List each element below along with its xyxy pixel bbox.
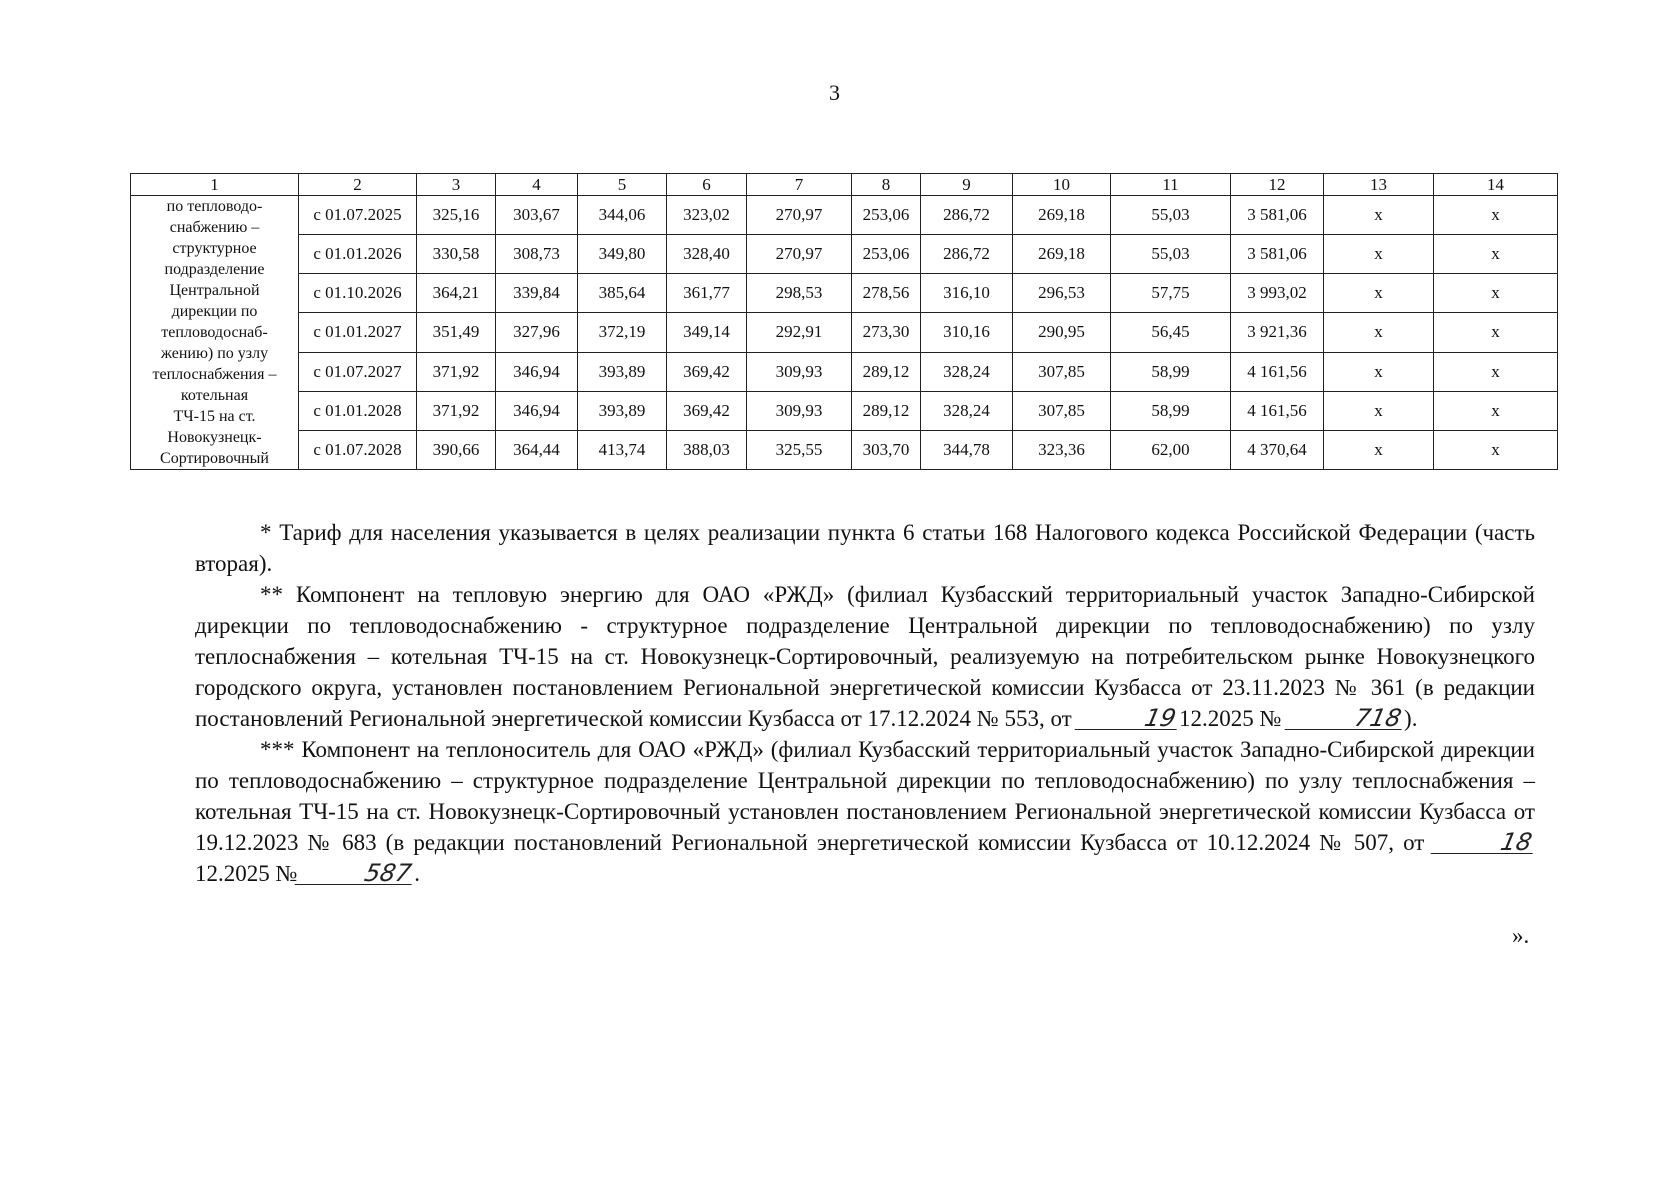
value-cell: 349,14 <box>667 313 747 352</box>
value-cell: x <box>1324 391 1434 430</box>
value-cell: 323,36 <box>1013 430 1111 469</box>
table-row <box>131 430 1558 469</box>
value-cell: 269,18 <box>1013 196 1111 235</box>
value-cell: x <box>1324 430 1434 469</box>
value-cell: 307,85 <box>1013 391 1111 430</box>
table-row <box>131 235 1558 274</box>
value-cell: 289,12 <box>852 391 921 430</box>
value-cell: x <box>1324 274 1434 313</box>
value-cell: 393,89 <box>578 352 667 391</box>
effective-date-cell: с 01.01.2026 <box>299 235 417 274</box>
value-cell: x <box>1324 196 1434 235</box>
value-cell: 269,18 <box>1013 235 1111 274</box>
table-row <box>131 391 1558 430</box>
value-cell: 316,10 <box>921 274 1013 313</box>
organization-name-line: тепловодоснаб- <box>161 324 268 341</box>
value-cell: 57,75 <box>1111 274 1231 313</box>
value-cell: 372,19 <box>578 313 667 352</box>
value-cell: 292,91 <box>747 313 852 352</box>
footnote-heat-energy-component <box>195 579 1535 734</box>
value-cell: 413,74 <box>578 430 667 469</box>
table-row <box>131 274 1558 313</box>
column-header: 14 <box>1434 174 1558 196</box>
organization-name-line: структурное <box>172 240 257 257</box>
table-header-row <box>131 174 1558 196</box>
column-header: 10 <box>1013 174 1111 196</box>
effective-date-cell: с 01.01.2027 <box>299 313 417 352</box>
effective-date-cell: с 01.07.2028 <box>299 430 417 469</box>
value-cell: 339,84 <box>496 274 578 313</box>
value-cell: 364,44 <box>496 430 578 469</box>
value-cell: 55,03 <box>1111 196 1231 235</box>
organization-name-line: снабжению – <box>169 219 260 236</box>
value-cell: 289,12 <box>852 352 921 391</box>
value-cell: x <box>1434 235 1558 274</box>
value-cell: 56,45 <box>1111 313 1231 352</box>
value-cell: 253,06 <box>852 196 921 235</box>
note3-text: *** Компонент на теплоноситель для ОАО «РЖД» (филиал Кузбасский территориальный участок Западно-Сибирской дирекции по тепловодоснабжению – структурное подразделение Центральной дирекции по тепловодоснабжению) по узлу теплоснабжения – котельная ТЧ-15 на ст. Новокузнецк-Сортировочный установлен постановлением Региональной энергетической комиссии Кузбасса от 19.12.2023 № 683 (в редакции постановлений Региональной энергетической комиссии Кузбасса от 10.12.2024 № 507, от <box>195 737 1535 855</box>
organization-name-line: подразделение <box>164 261 265 278</box>
table-row <box>131 196 1558 235</box>
value-cell: 344,78 <box>921 430 1013 469</box>
note3-mid: 12.2025 № <box>195 861 298 886</box>
value-cell: x <box>1434 391 1558 430</box>
column-header: 3 <box>417 174 496 196</box>
value-cell: 328,24 <box>921 391 1013 430</box>
organization-name-line: теплоснабжения – <box>152 366 277 383</box>
value-cell: 308,73 <box>496 235 578 274</box>
effective-date-cell: с 01.01.2028 <box>299 391 417 430</box>
value-cell: 369,42 <box>667 391 747 430</box>
footnotes <box>195 517 1535 889</box>
value-cell: 253,06 <box>852 235 921 274</box>
handwritten-day: 19 <box>1075 707 1181 730</box>
value-cell: 349,80 <box>578 235 667 274</box>
note2-mid: 12.2025 № <box>1179 706 1282 731</box>
column-header: 8 <box>852 174 921 196</box>
value-cell: 393,89 <box>578 391 667 430</box>
value-cell: 58,99 <box>1111 352 1231 391</box>
value-cell: 270,97 <box>747 235 852 274</box>
column-header: 6 <box>667 174 747 196</box>
column-header: 4 <box>496 174 578 196</box>
organization-name-cell <box>131 196 299 470</box>
column-header: 2 <box>299 174 417 196</box>
value-cell: 286,72 <box>921 196 1013 235</box>
value-cell: 303,70 <box>852 430 921 469</box>
table-row <box>131 313 1558 352</box>
closing-quote-mark: ». <box>1512 923 1530 948</box>
value-cell: 325,16 <box>417 196 496 235</box>
value-cell: 273,30 <box>852 313 921 352</box>
table-row <box>131 352 1558 391</box>
value-cell: 371,92 <box>417 391 496 430</box>
value-cell: x <box>1434 313 1558 352</box>
value-cell: 3 581,06 <box>1231 196 1324 235</box>
value-cell: 286,72 <box>921 235 1013 274</box>
value-cell: 325,55 <box>747 430 852 469</box>
value-cell: 328,24 <box>921 352 1013 391</box>
value-cell: 307,85 <box>1013 352 1111 391</box>
organization-name-line: Сортировочный <box>160 450 269 467</box>
table-body <box>131 196 1558 470</box>
organization-name-line: дирекции по <box>171 303 258 320</box>
value-cell: x <box>1434 430 1558 469</box>
value-cell: 58,99 <box>1111 391 1231 430</box>
value-cell: 4 161,56 <box>1231 391 1324 430</box>
value-cell: 62,00 <box>1111 430 1231 469</box>
handwritten-day: 18 <box>1431 831 1537 854</box>
column-header: 11 <box>1111 174 1231 196</box>
value-cell: 344,06 <box>578 196 667 235</box>
value-cell: 330,58 <box>417 235 496 274</box>
effective-date-cell: с 01.10.2026 <box>299 274 417 313</box>
value-cell: 361,77 <box>667 274 747 313</box>
value-cell: 270,97 <box>747 196 852 235</box>
value-cell: 346,94 <box>496 391 578 430</box>
organization-name-line: по тепловодо- <box>166 198 263 215</box>
value-cell: 351,49 <box>417 313 496 352</box>
value-cell: 4 161,56 <box>1231 352 1324 391</box>
column-header: 13 <box>1324 174 1434 196</box>
value-cell: 4 370,64 <box>1231 430 1324 469</box>
footnote-heat-carrier-component <box>195 734 1535 889</box>
value-cell: x <box>1434 352 1558 391</box>
value-cell: 298,53 <box>747 274 852 313</box>
handwritten-number: 718 <box>1285 707 1407 730</box>
organization-name-line: Центральной <box>169 282 260 299</box>
organization-name-line: жению) по узлу <box>160 345 269 362</box>
value-cell: x <box>1434 196 1558 235</box>
column-header: 5 <box>578 174 667 196</box>
organization-name-line: ТЧ-15 на ст. <box>173 408 256 425</box>
value-cell: 309,93 <box>747 391 852 430</box>
value-cell: 309,93 <box>747 352 852 391</box>
column-header: 12 <box>1231 174 1324 196</box>
value-cell: 346,94 <box>496 352 578 391</box>
note2-text: ** Компонент на тепловую энергию для ОАО «РЖД» (филиал Кузбасский территориальный участок Западно-Сибирской дирекции по тепловодоснабжению - структурное подразделение Центральной дирекции по тепловодоснабжению) по узлу теплоснабжения – котельная ТЧ-15 на ст. Новокузнецк-Сортировочный, реализуемую на потребительском рынке Новокузнецкого городского округа, установлен постановлением Региональной энергетической комиссии Кузбасса от 23.11.2023 № 361 (в редакции постановлений Региональной энергетической комиссии Кузбасса от 17.12.2024 № 553, от <box>195 582 1535 731</box>
value-cell: 388,03 <box>667 430 747 469</box>
effective-date-cell: с 01.07.2027 <box>299 352 417 391</box>
value-cell: 3 581,06 <box>1231 235 1324 274</box>
footnote-population-tariff: * Тариф для населения указывается в целях реализации пункта 6 статьи 168 Налогового кодекса Российской Федерации (часть вторая). <box>195 520 1535 576</box>
page-number: 3 <box>829 80 840 105</box>
value-cell: 3 993,02 <box>1231 274 1324 313</box>
value-cell: x <box>1324 313 1434 352</box>
organization-name-line: Новокузнецк- <box>167 429 262 446</box>
value-cell: 327,96 <box>496 313 578 352</box>
value-cell: x <box>1324 352 1434 391</box>
column-header: 1 <box>131 174 299 196</box>
note2-end: ). <box>1404 706 1418 731</box>
value-cell: x <box>1324 235 1434 274</box>
effective-date-cell: с 01.07.2025 <box>299 196 417 235</box>
value-cell: 3 921,36 <box>1231 313 1324 352</box>
value-cell: x <box>1434 274 1558 313</box>
value-cell: 328,40 <box>667 235 747 274</box>
value-cell: 385,64 <box>578 274 667 313</box>
value-cell: 303,67 <box>496 196 578 235</box>
organization-name-line: котельная <box>180 387 249 404</box>
value-cell: 310,16 <box>921 313 1013 352</box>
column-header: 9 <box>921 174 1013 196</box>
note3-end: . <box>414 861 421 886</box>
tariff-table <box>130 173 1558 470</box>
value-cell: 364,21 <box>417 274 496 313</box>
value-cell: 390,66 <box>417 430 496 469</box>
handwritten-number: 587 <box>295 862 417 885</box>
value-cell: 278,56 <box>852 274 921 313</box>
column-header: 7 <box>747 174 852 196</box>
value-cell: 290,95 <box>1013 313 1111 352</box>
value-cell: 296,53 <box>1013 274 1111 313</box>
value-cell: 55,03 <box>1111 235 1231 274</box>
value-cell: 323,02 <box>667 196 747 235</box>
value-cell: 369,42 <box>667 352 747 391</box>
value-cell: 371,92 <box>417 352 496 391</box>
